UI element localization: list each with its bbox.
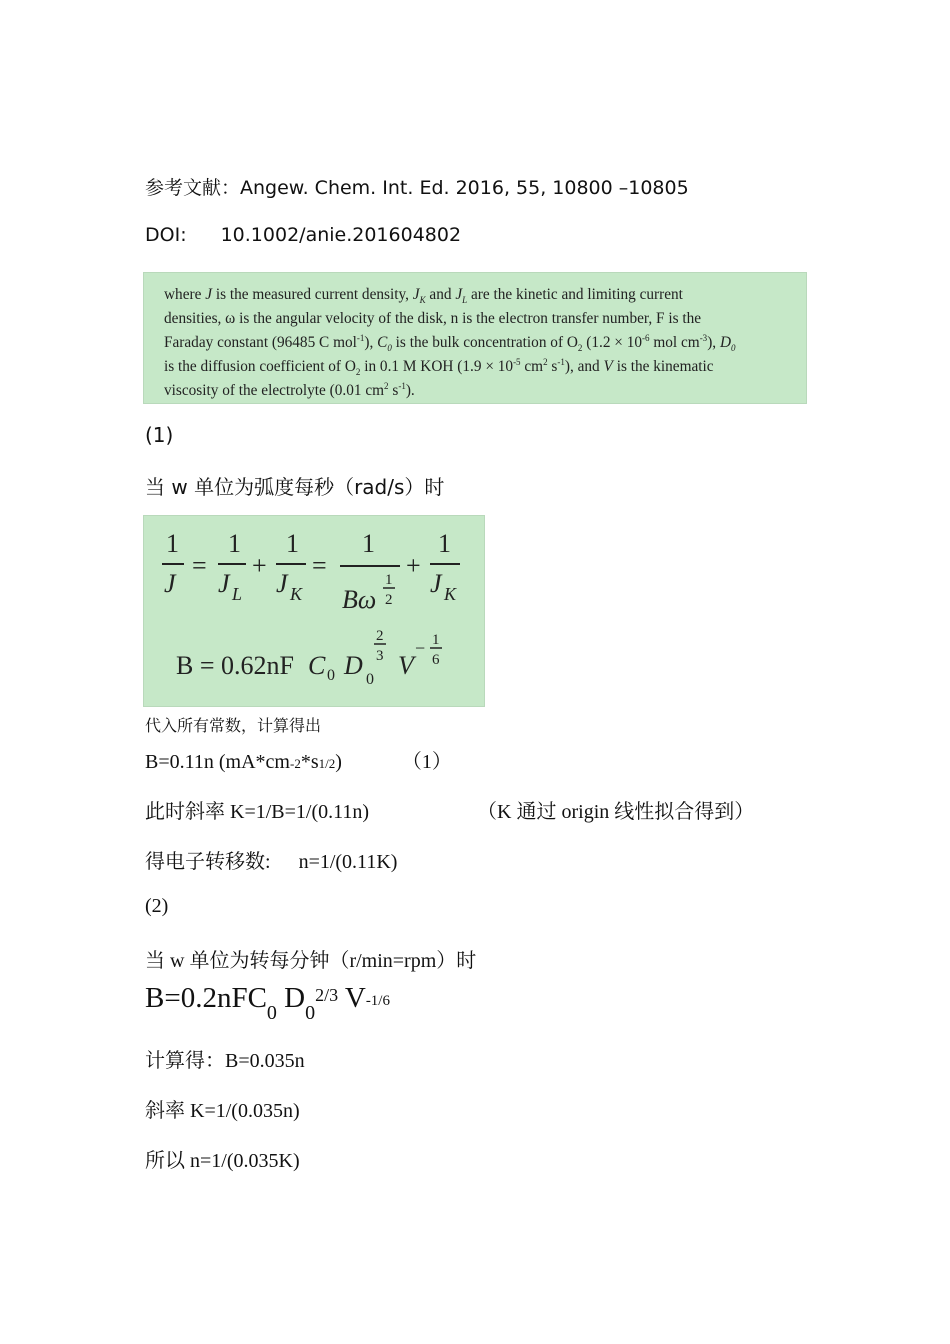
- doi-line: [145, 224, 461, 246]
- svg-text:L: L: [232, 584, 243, 604]
- part2-formula-sup1: 2/3: [315, 985, 339, 1005]
- svg-text:Bω: Bω: [342, 585, 377, 614]
- svg-text:V: V: [398, 651, 414, 680]
- excerpt-line: viscosity of the electrolyte (0.01 $cm^2$ $s^{-1}$).: [164, 380, 415, 399]
- reference-label: 参考文献：: [145, 177, 241, 199]
- svg-text:2: 2: [376, 628, 384, 644]
- part1-slope-line: [145, 795, 754, 824]
- svg-text:J: J: [430, 569, 442, 598]
- svg-text:K: K: [290, 584, 303, 604]
- svg-text:2: 2: [385, 592, 393, 608]
- part2-slope: 斜率 K=1/(0.035n): [145, 1100, 300, 1122]
- excerpt-line: where J is the measured current density, $J_K$ and $J_L$ are the kinetic and limiting current: [164, 286, 683, 306]
- svg-text:0: 0: [366, 671, 374, 688]
- part1-calc-label: 代入所有常数，计算得出: [145, 718, 322, 735]
- part2-formula-sup2: -1/6: [365, 993, 390, 1009]
- reference-citation: Angew. Chem. Int. Ed. 2016, 55, 10800 –10805: [240, 177, 689, 199]
- part1-label: (1): [145, 423, 174, 447]
- svg-text:=: =: [312, 551, 327, 580]
- part1-electrons-line: [145, 845, 397, 874]
- svg-text:J: J: [164, 569, 176, 598]
- svg-text:B = 0.62nF: B = 0.62nF: [176, 651, 294, 680]
- svg-text:3: 3: [376, 648, 384, 664]
- part2-formula-b: D: [276, 982, 306, 1014]
- part2-formula-sub1: 0: [266, 1002, 277, 1024]
- svg-text:=: =: [192, 551, 207, 580]
- svg-text:1: 1: [228, 529, 241, 558]
- part1-electrons-label: 得电子转移数:: [145, 851, 271, 873]
- equation-graphic: [144, 516, 484, 706]
- part2-condition: 当 w 单位为转每分钟（r/min=rpm）时: [145, 950, 477, 972]
- part2-label: (2): [145, 895, 169, 917]
- part2-formula-sub2: 0: [305, 1002, 316, 1024]
- part2-formula-a: B=0.2nFC: [145, 982, 267, 1014]
- svg-text:−: −: [415, 638, 426, 658]
- svg-text:K: K: [444, 584, 457, 604]
- doi-value: 10.1002/anie.201604802: [220, 224, 462, 246]
- svg-text:1: 1: [286, 529, 299, 558]
- paper-excerpt-box: [143, 272, 807, 404]
- koutecky-levich-equation-box: [143, 515, 485, 707]
- svg-text:+: +: [406, 551, 421, 580]
- svg-text:1: 1: [166, 529, 179, 558]
- part1-eq-number: （1）: [401, 751, 452, 773]
- svg-text:1: 1: [362, 529, 375, 558]
- svg-text:1: 1: [432, 632, 440, 648]
- part1-slope: 此时斜率 K=1/B=1/(0.11n): [145, 801, 370, 823]
- doi-label: DOI:: [145, 224, 187, 246]
- part2-formula-c: V: [338, 982, 366, 1014]
- svg-text:1: 1: [438, 529, 451, 558]
- part2-result: 所以 n=1/(0.035K): [145, 1150, 300, 1172]
- svg-text:D: D: [344, 651, 363, 680]
- excerpt-line: Faraday constant (96485 C mol$^{-1}$), $C_0$ is the bulk concentration of $O_2$ ($1.2 \times 10^{-6}$ mol $cm^{-3}$), $D_0$: [164, 332, 736, 354]
- svg-text:C: C: [308, 651, 326, 680]
- svg-text:0: 0: [327, 667, 335, 684]
- part2-calc: 计算得：B=0.035n: [145, 1050, 305, 1072]
- part1-b-unit-mid: *s: [300, 751, 319, 773]
- excerpt-line: is the diffusion coefficient of $O_2$ in 0.1 M KOH ($1.9 \times 10^{-5}$ $cm^2$ $s^{-1}$), and V is the kinematic: [164, 356, 714, 378]
- part1-condition: 当 w 单位为弧度每秒（rad/s）时: [145, 475, 445, 499]
- svg-text:J: J: [276, 569, 288, 598]
- svg-text:+: +: [252, 551, 267, 580]
- svg-text:J: J: [218, 569, 230, 598]
- part1-b-unit-exp1: -2: [289, 756, 301, 771]
- part1-b-unit-exp2: 1/2: [318, 756, 336, 771]
- excerpt-line: densities, ω is the angular velocity of the disk, n is the electron transfer number, F is the: [164, 310, 702, 327]
- svg-text:6: 6: [432, 652, 440, 668]
- part1-slope-note: （K 通过 origin 线性拟合得到）: [477, 801, 755, 823]
- reference-line: [145, 173, 689, 200]
- part1-electrons-value: n=1/(0.11K): [298, 851, 398, 873]
- part1-b-value-line: [145, 745, 452, 774]
- part1-b-unit-end: ): [335, 751, 342, 773]
- svg-text:1: 1: [385, 572, 393, 588]
- part1-b-value: B=0.11n (mA*cm: [145, 751, 290, 773]
- part2-b-formula: [145, 982, 390, 1024]
